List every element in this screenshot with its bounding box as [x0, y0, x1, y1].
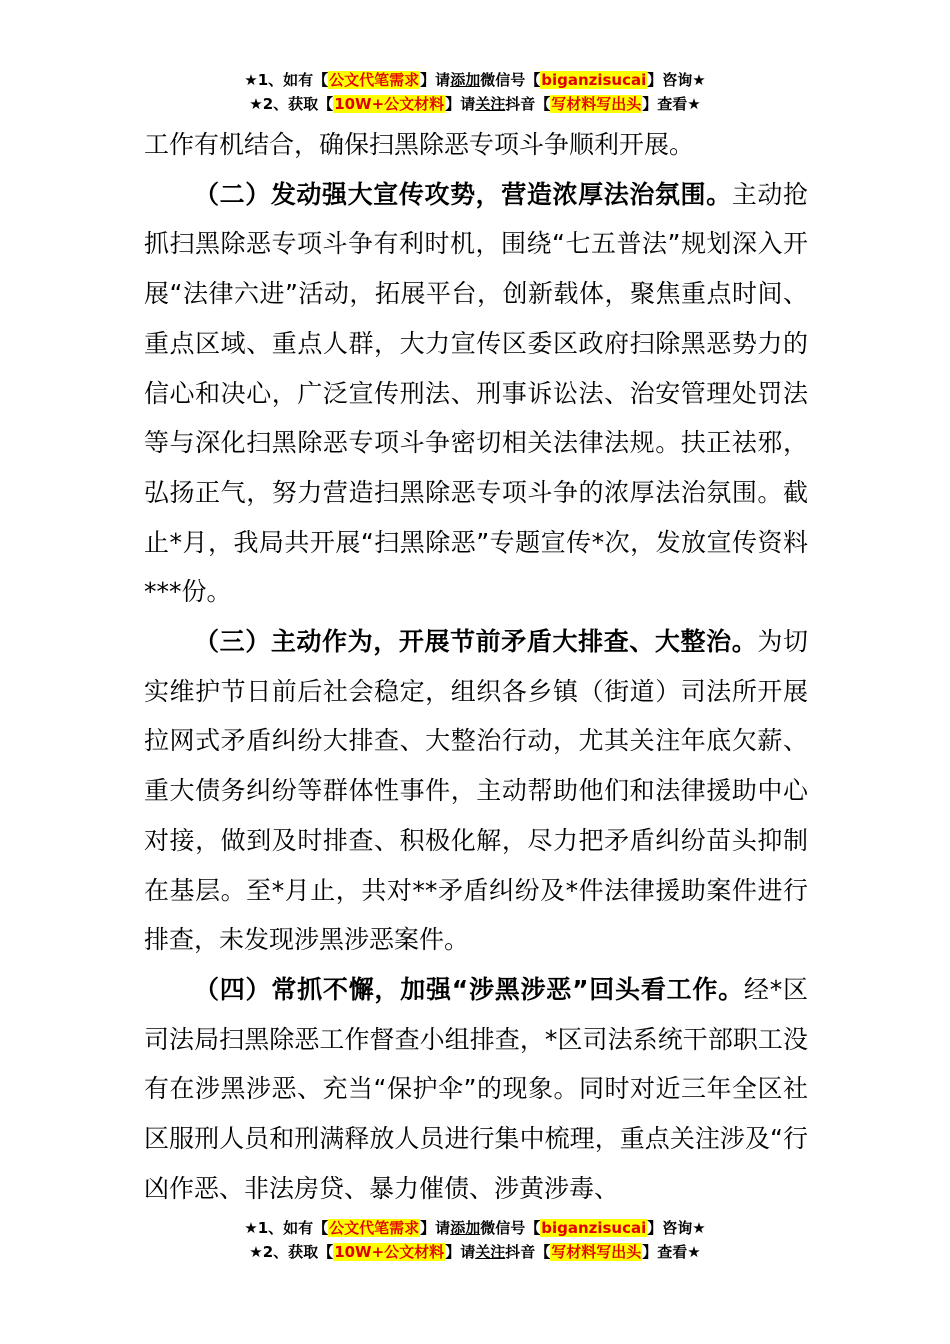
- header-banner: [0, 68, 950, 116]
- section-heading: （三）主动作为，开展节前矛盾大排查、大整治。: [194, 627, 758, 657]
- section-heading: （二）发动强大宣传攻势，营造浓厚法治氛围。: [194, 179, 732, 209]
- paragraph-publicity: （二）发动强大宣传攻势，营造浓厚法治氛围。主动抢抓扫黑除恶专项斗争有利时机，围绕“七五普法”规划深入开展“法律六进”活动，拓展平台，创新载体，聚焦重点时间、重点区域、重点人群，大力宣传区委区政府扫除黑恶势力的信心和决心，广泛宣传刑法、刑事诉讼法、治安管理处罚法等与深化扫黑除恶专项斗争密切相关法律法规。扶正祛邪，弘扬正气，努力营造扫黑除恶专项斗争的浓厚法治氛围。截止*月，我局共开展“扫黑除恶”专题宣传*次，发放宣传资料***份。: [144, 179, 808, 607]
- paragraph-continuation: 工作有机结合，确保扫黑除恶专项斗争顺利开展。: [144, 130, 695, 159]
- document-body: [144, 120, 808, 1213]
- highlight-materials: 10W+公文材料: [334, 1243, 445, 1261]
- highlight-douyin: 写材料写出头: [551, 95, 642, 113]
- paragraph-dispute-screening: （三）主动作为，开展节前矛盾大排查、大整治。为切实维护节日前后社会稳定，组织各乡镇（街道）司法所开展拉网式矛盾纠纷大排查、大整治行动，尤其关注年底欠薪、重大债务纠纷等群体性事件，主动帮助他们和法律援助中心对接，做到及时排查、积极化解，尽力把矛盾纠纷苗头抑制在基层。至*月止，共对**矛盾纠纷及*件法律援助案件进行排查，未发现涉黑涉恶案件。: [144, 627, 808, 955]
- banner-line-1: ★1、如有【公文代笔需求】请添加微信号【biganzisucai】咨询★: [244, 71, 706, 89]
- banner-line-2: ★2、获取【10W+公文材料】请关注抖音【写材料写出头】查看★: [249, 95, 701, 113]
- highlight-douyin: 写材料写出头: [551, 1243, 642, 1261]
- footer-banner: [0, 1216, 950, 1264]
- highlight-service: 公文代笔需求: [329, 71, 420, 89]
- highlight-wechat-id: biganzisucai: [541, 1219, 647, 1237]
- banner-line-1: ★1、如有【公文代笔需求】请添加微信号【biganzisucai】咨询★: [244, 1219, 706, 1237]
- section-heading: （四）常抓不懈，加强“涉黑涉恶”回头看工作。: [194, 974, 744, 1004]
- banner-line-2: ★2、获取【10W+公文材料】请关注抖音【写材料写出头】查看★: [249, 1243, 701, 1261]
- highlight-materials: 10W+公文材料: [334, 95, 445, 113]
- paragraph-review: （四）常抓不懈，加强“涉黑涉恶”回头看工作。经*区司法局扫黑除恶工作督查小组排查，*区司法系统干部职工没有在涉黑涉恶、充当“保护伞”的现象。同时对近三年全区社区服刑人员和刑满释放人员进行集中梳理，重点关注涉及“行凶作恶、非法房贷、暴力催债、涉黄涉毒、: [144, 974, 808, 1203]
- highlight-service: 公文代笔需求: [329, 1219, 420, 1237]
- highlight-wechat-id: biganzisucai: [541, 71, 647, 89]
